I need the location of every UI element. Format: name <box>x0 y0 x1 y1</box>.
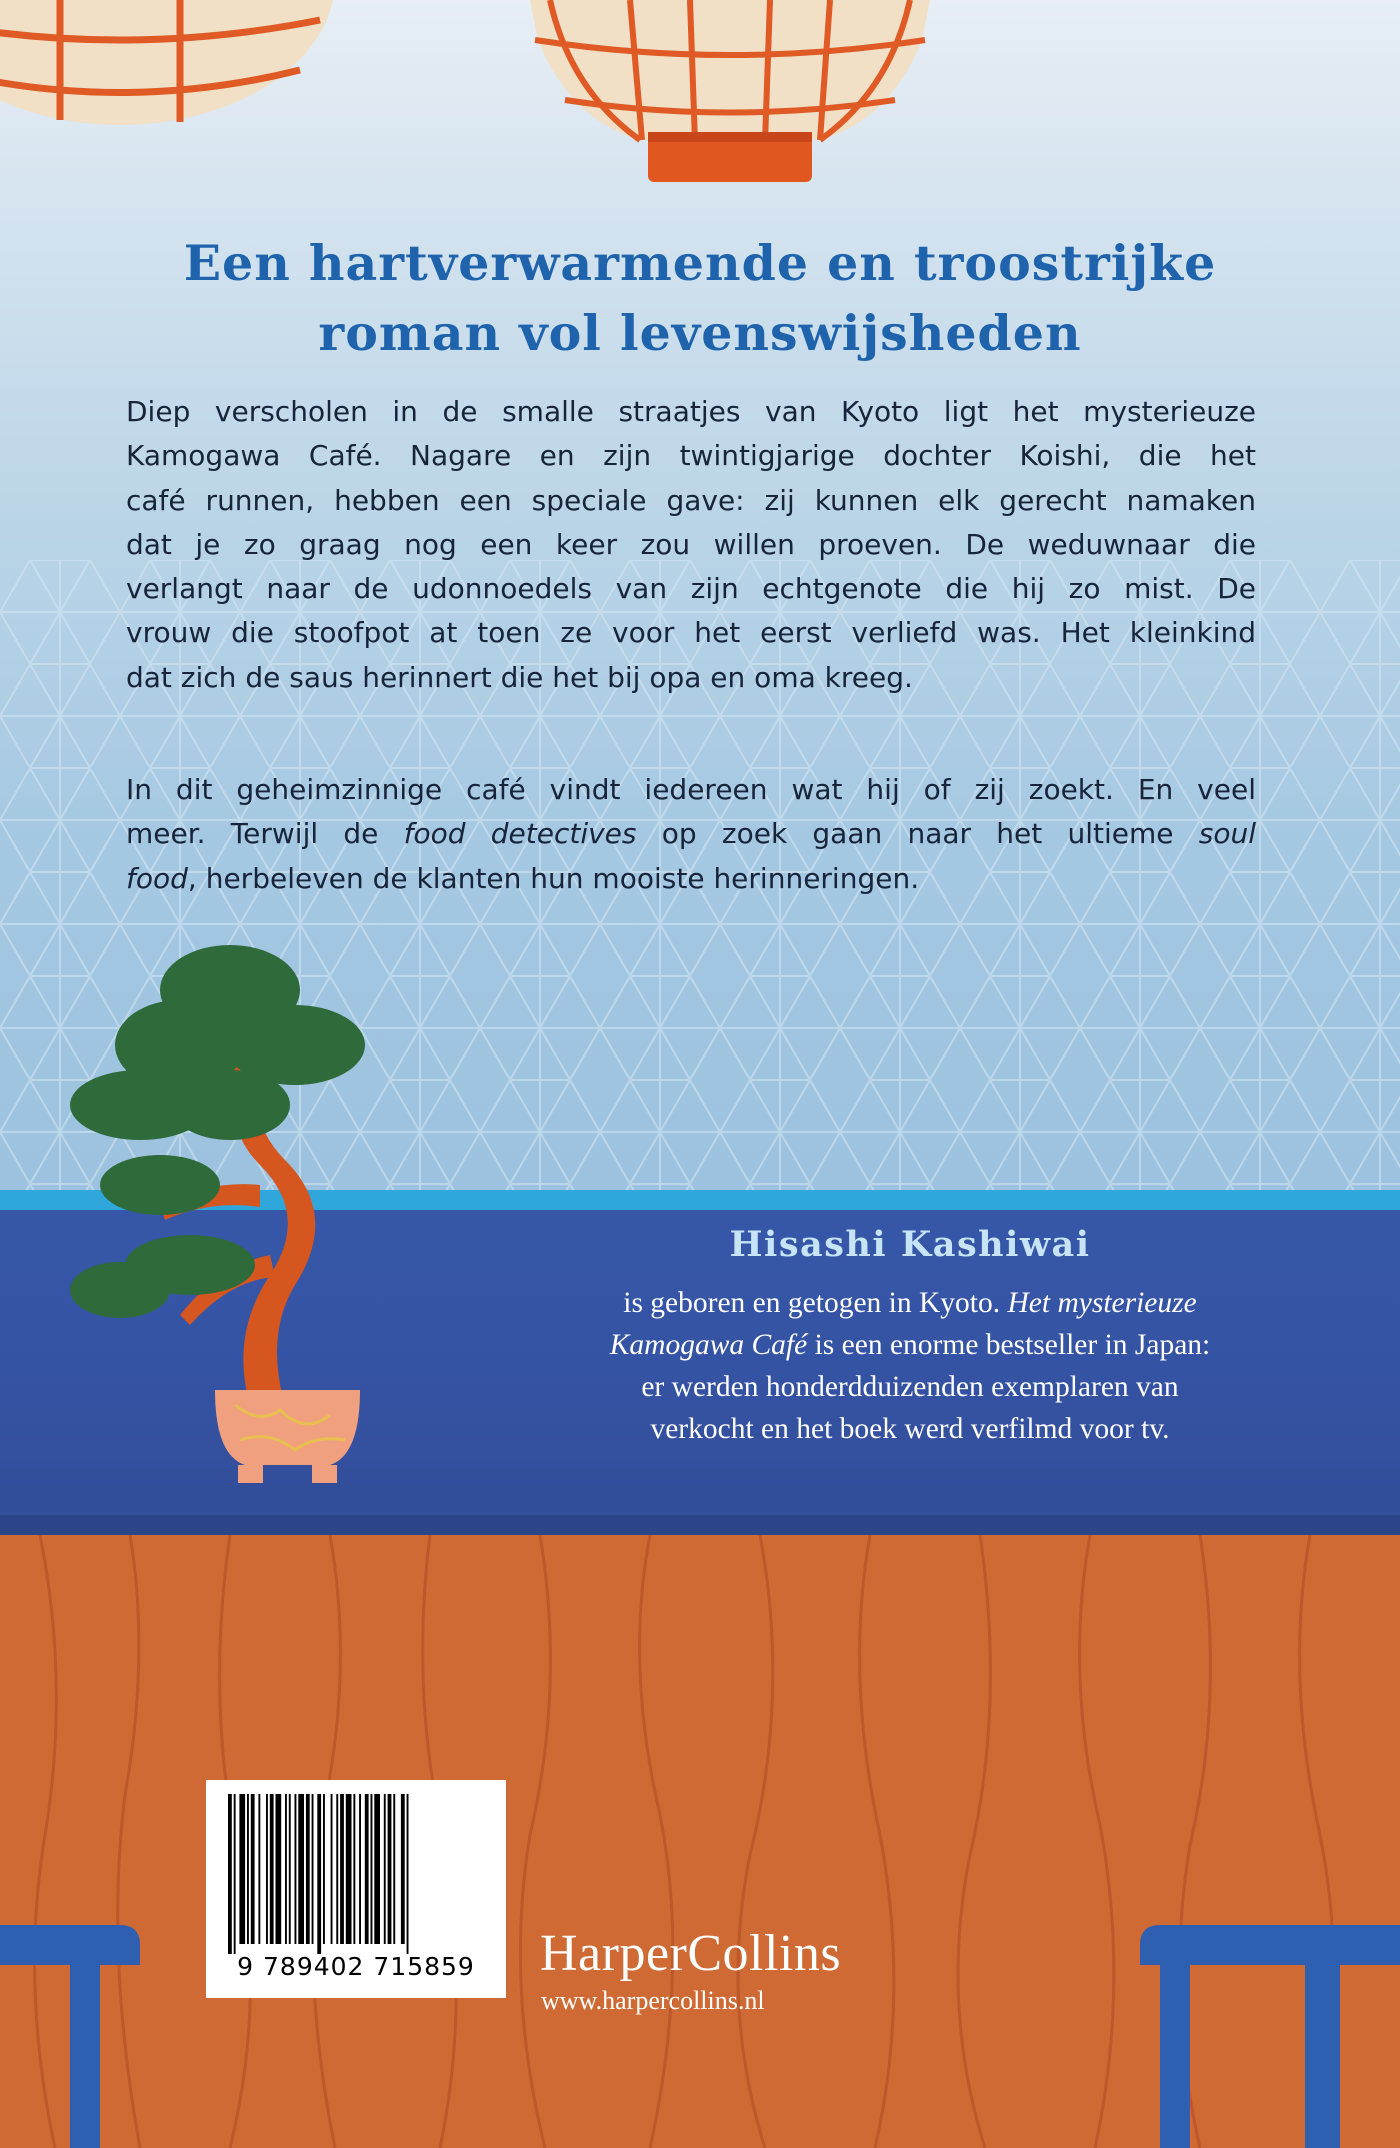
blurb-line: café runnen, hebben een speciale gave: zij kunnen elk gerecht namaken <box>126 483 1256 517</box>
barcode-bar <box>371 1794 373 1944</box>
bio-text: is geboren en getogen in Kyoto. <box>623 1287 1008 1319</box>
publisher-url: www.harpercollins.nl <box>541 1986 765 2015</box>
blurb-italic: food <box>126 861 188 895</box>
barcode-bar <box>346 1794 352 1944</box>
barcode-bar <box>359 1794 361 1944</box>
barcode-bar <box>340 1794 344 1944</box>
tagline-line-1: Een hartverwarmende en troostrijke <box>183 234 1217 292</box>
barcode-bar <box>317 1794 321 1954</box>
barcode-bar <box>388 1794 392 1944</box>
blurb-line: In dit geheimzinnige café vindt iedereen wat hij of zij zoekt. En veel <box>126 773 1256 806</box>
bio-text: er werden honderdduizenden exemplaren van <box>641 1371 1179 1403</box>
blurb-text: , herbeleven de klanten hun mooiste herinneringen. <box>187 861 920 895</box>
barcode-bar <box>401 1794 405 1944</box>
blurb-text: op zoek gaan naar het ultieme <box>636 817 1199 851</box>
barcode-bar <box>270 1794 274 1944</box>
paper-lantern-icon <box>0 0 340 140</box>
barcode-bar <box>289 1794 291 1944</box>
barcode <box>206 1780 506 1998</box>
blurb-paragraph-1 <box>126 390 1256 700</box>
barcode-icon <box>226 1794 486 1954</box>
barcode-bar <box>331 1794 333 1944</box>
barcode-bar <box>365 1794 369 1944</box>
barcode-bar <box>234 1794 236 1954</box>
bio-text: verkocht en het boek werd verfilmd voor tv. <box>650 1413 1170 1445</box>
barcode-bar <box>374 1794 380 1944</box>
blurb-text: meer. Terwijl de <box>126 817 404 851</box>
bonsai-tree-icon <box>60 935 440 1515</box>
barcode-bar <box>295 1794 297 1944</box>
barcode-bar <box>247 1794 249 1944</box>
blurb-paragraph-2 <box>126 768 1256 901</box>
blurb-line: dat zich de saus herinnert die het bij opa en oma kreeg. <box>126 660 913 694</box>
barcode-bar <box>266 1794 268 1944</box>
blurb-line <box>126 812 1256 856</box>
tagline-line-2: roman vol levenswijsheden <box>318 304 1082 362</box>
paper-lantern-icon <box>530 0 930 190</box>
barcode-bar <box>336 1794 338 1944</box>
barcode-bar <box>298 1794 304 1944</box>
bio-text: is een enorme bestseller in Japan: <box>807 1329 1211 1361</box>
barcode-bar <box>323 1794 325 1944</box>
blurb-line: Kamogawa Café. Nagare en zijn twintigjarige dochter Koishi, die het <box>126 439 1256 473</box>
bio-book-title: Het mysterieuze <box>1007 1287 1197 1319</box>
barcode-bar <box>228 1794 232 1954</box>
stool-icon <box>0 1905 150 2148</box>
barcode-bar <box>285 1794 287 1944</box>
barcode-bar <box>251 1794 255 1944</box>
blurb-line <box>126 857 1256 901</box>
blurb-line: dat je zo graag nog een keer zou willen proeven. De weduwnaar die <box>126 527 1256 561</box>
stool-icon <box>1130 1905 1400 2148</box>
barcode-bar <box>353 1794 355 1944</box>
barcode-digits: 9 789402 715859 <box>237 1952 475 1981</box>
bio-book-title: Kamogawa Café <box>609 1329 808 1361</box>
barcode-bar <box>407 1794 409 1954</box>
blurb-italic: soul <box>1198 817 1257 851</box>
barcode-bar <box>239 1794 245 1944</box>
author-bio <box>530 1282 1290 1450</box>
publisher-logo: HarperCollins <box>540 1925 842 1982</box>
barcode-bar <box>258 1794 260 1944</box>
author-name: Hisashi Kashiwai <box>729 1224 1091 1265</box>
blurb-italic: food detectives <box>403 817 637 851</box>
barcode-bar <box>306 1794 310 1944</box>
counter-edge <box>0 1515 1400 1535</box>
blurb-line: verlangt naar de udonnoedels van zijn echtgenote die hij zo mist. De <box>126 572 1256 606</box>
blurb-line: Diep verscholen in de smalle straatjes van Kyoto ligt het mysterieuze <box>126 395 1256 428</box>
blurb-line: vrouw die stoofpot at toen ze voor het eerst verliefd was. Het kleinkind <box>126 616 1256 650</box>
barcode-bar <box>312 1794 314 1944</box>
barcode-bar <box>276 1794 282 1944</box>
barcode-bar <box>393 1794 395 1944</box>
barcode-bar <box>384 1794 386 1944</box>
